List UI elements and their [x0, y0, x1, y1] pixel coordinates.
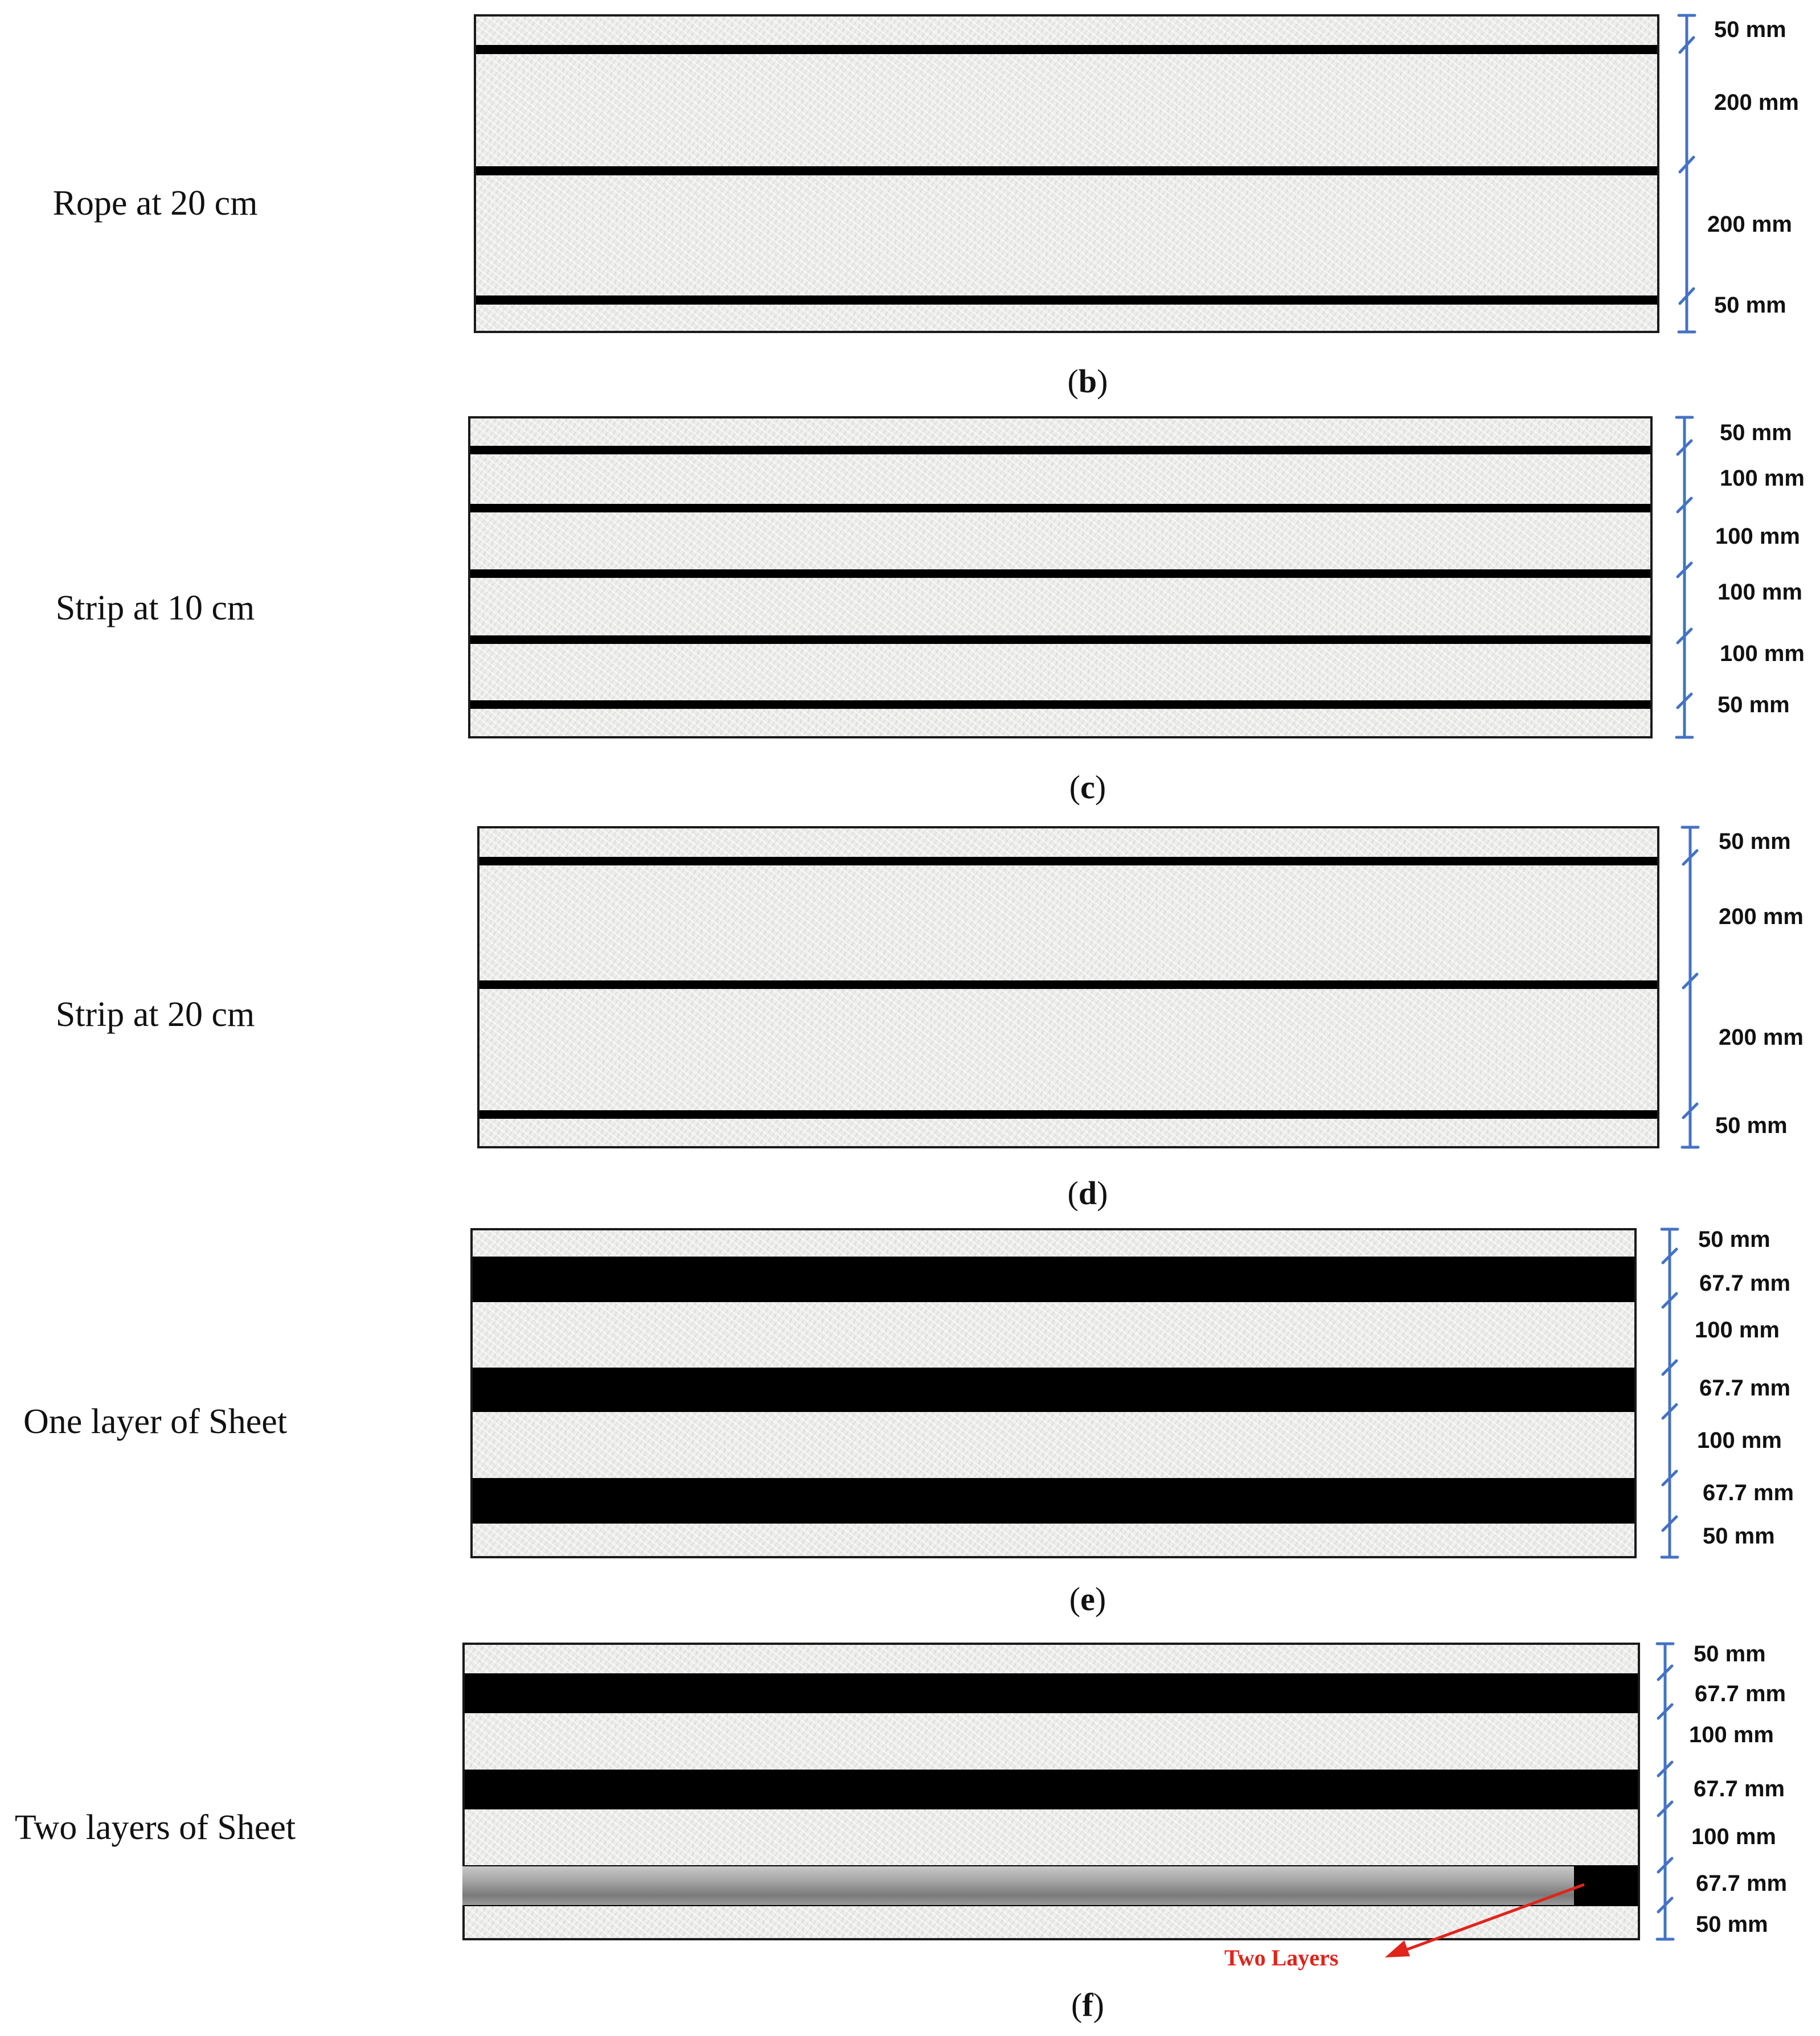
dim-label: 67.7 mm: [1699, 1271, 1791, 1296]
dim-label: 200 mm: [1714, 90, 1799, 115]
label-rope-20cm: Rope at 20 cm: [52, 184, 258, 223]
label-strip-10cm: Strip at 10 cm: [55, 589, 255, 627]
dim-label: 100 mm: [1717, 580, 1802, 605]
dim-label: 50 mm: [1714, 293, 1786, 318]
caption-c: (c): [1069, 769, 1106, 806]
label-one-layer-sheet: One layer of Sheet: [23, 1402, 288, 1441]
dim-label: 100 mm: [1720, 466, 1805, 491]
dim-label: 50 mm: [1694, 1641, 1766, 1666]
dim-label: 100 mm: [1691, 1824, 1776, 1849]
caption-d: (d): [1067, 1175, 1108, 1212]
dim-label: 100 mm: [1695, 1317, 1780, 1343]
caption-f: (f): [1071, 1986, 1104, 2023]
dim-label: 50 mm: [1703, 1524, 1775, 1549]
dim-label: 67.7 mm: [1694, 1776, 1785, 1801]
dim-label: 50 mm: [1719, 829, 1791, 854]
dim-label: 50 mm: [1714, 17, 1786, 42]
dim-label: 100 mm: [1689, 1722, 1774, 1747]
dim-label: 67.7 mm: [1699, 1376, 1791, 1401]
dim-label: 67.7 mm: [1703, 1480, 1794, 1505]
dim-label: 100 mm: [1697, 1428, 1782, 1453]
dim-label: 100 mm: [1720, 641, 1805, 666]
caption-b: (b): [1067, 363, 1108, 400]
dim-label: 200 mm: [1719, 904, 1803, 929]
dim-label: 50 mm: [1717, 692, 1790, 717]
dim-label: 100 mm: [1715, 524, 1800, 549]
dim-label: 67.7 mm: [1696, 1871, 1788, 1896]
dim-label: 50 mm: [1698, 1227, 1770, 1252]
caption-e: (e): [1069, 1581, 1106, 1618]
two-layers-annotation: Two Layers: [1224, 1945, 1339, 1971]
dim-label: 200 mm: [1719, 1025, 1803, 1050]
dim-label: 200 mm: [1707, 212, 1792, 237]
label-two-layers-sheet: Two layers of Sheet: [14, 1808, 296, 1847]
dim-label: 50 mm: [1696, 1912, 1768, 1937]
label-strip-20cm: Strip at 20 cm: [55, 995, 255, 1034]
dim-label: 50 mm: [1720, 420, 1792, 445]
dim-label: 67.7 mm: [1695, 1681, 1786, 1706]
dim-label: 50 mm: [1715, 1113, 1788, 1138]
